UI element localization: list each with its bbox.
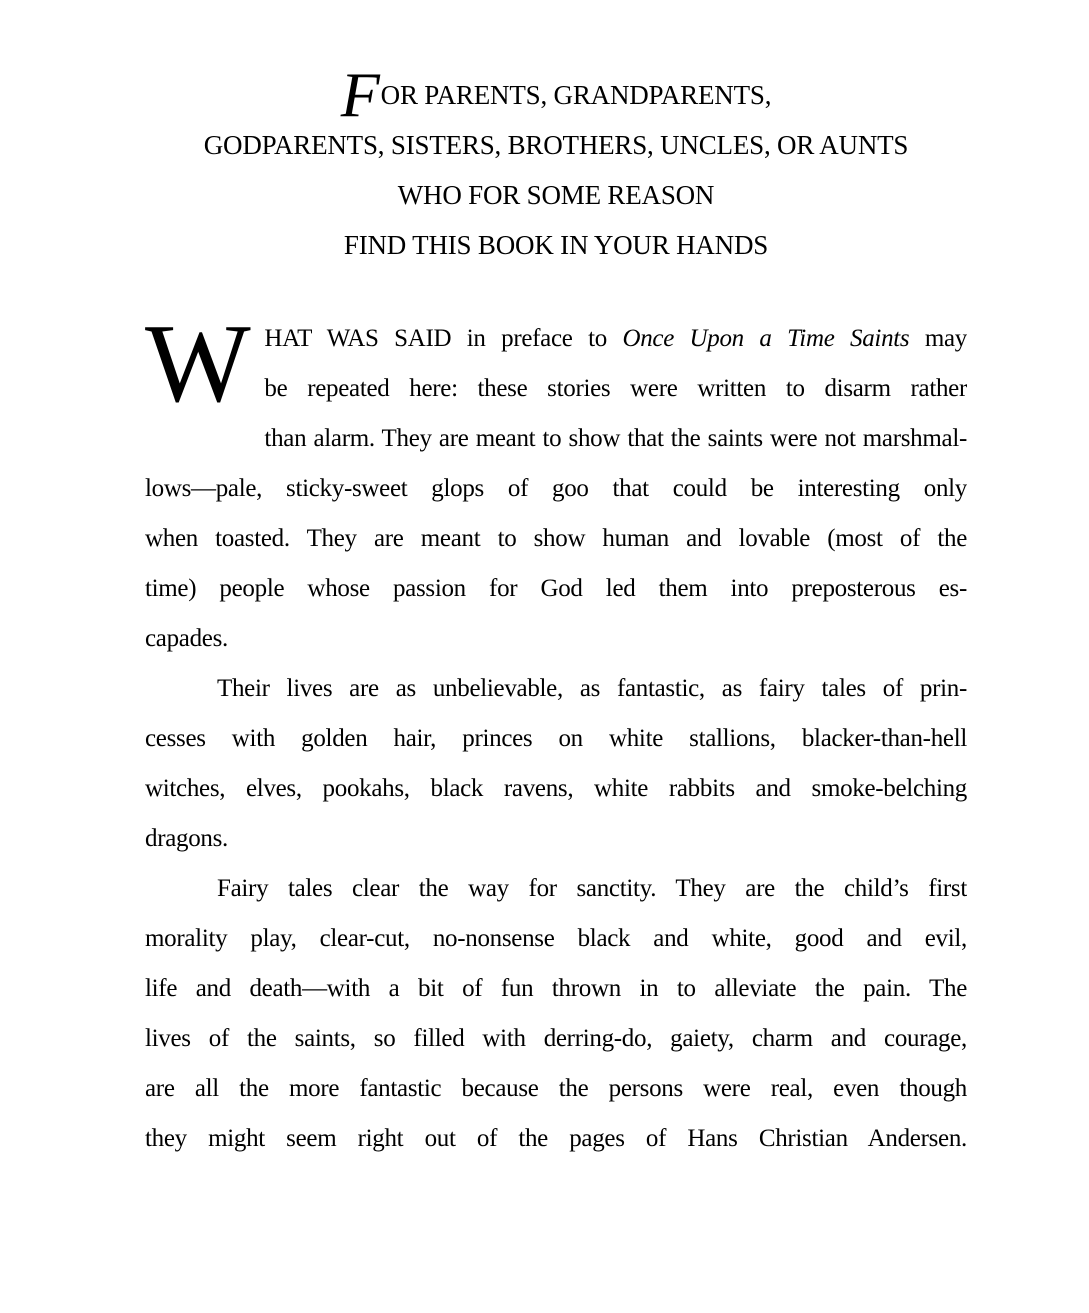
text-segment: Fairy tales clear the way for sanctity. They are the child’s first bbox=[217, 875, 967, 902]
text-line bbox=[264, 314, 967, 364]
text-line bbox=[145, 1114, 967, 1164]
text-segment: be repeated here: these stories were written to disarm rather bbox=[264, 375, 967, 402]
dedication-line-1-text: OR PARENTS, GRANDPARENTS, bbox=[380, 80, 772, 110]
text-segment: lows—pale, sticky-sweet glops of goo that could be interesting only bbox=[145, 475, 967, 502]
page-content bbox=[145, 59, 967, 1164]
text-segment: when toasted. They are meant to show human and lovable (most of the bbox=[145, 525, 967, 552]
dedication-heading bbox=[145, 59, 967, 270]
text-line bbox=[145, 764, 967, 814]
text-segment: dragons. bbox=[145, 825, 229, 852]
paragraph bbox=[145, 864, 967, 1164]
text-line bbox=[145, 814, 967, 864]
text-line bbox=[145, 964, 967, 1014]
text-segment: witches, elves, pookahs, black ravens, white rabbits and smoke-belching bbox=[145, 775, 967, 802]
text-segment: cesses with golden hair, princes on white stallions, blacker-than-hell bbox=[145, 725, 967, 752]
text-segment: morality play, clear-cut, no-nonsense black and white, good and evil, bbox=[145, 925, 967, 952]
text-line bbox=[145, 664, 967, 714]
text-segment: may bbox=[909, 325, 967, 352]
text-line bbox=[145, 714, 967, 764]
paragraph bbox=[145, 302, 967, 664]
text-line bbox=[264, 414, 967, 464]
text-line bbox=[145, 464, 967, 514]
text-segment: life and death—with a bit of fun thrown in to alleviate the pain. The bbox=[145, 975, 967, 1002]
text-line bbox=[145, 1014, 967, 1064]
text-line bbox=[145, 564, 967, 614]
dedication-line-3: WHO FOR SOME REASON bbox=[397, 180, 715, 210]
dropcap-letter: W bbox=[145, 302, 251, 426]
text-segment: capades. bbox=[145, 625, 228, 652]
text-line bbox=[145, 614, 967, 664]
text-line bbox=[145, 864, 967, 914]
text-line bbox=[145, 514, 967, 564]
text-segment: they might seem right out of the pages of Hans Christian Andersen. bbox=[145, 1125, 967, 1152]
decorative-initial-f: F bbox=[340, 59, 380, 130]
text-segment: than alarm. They are meant to show that the saints were not marshmal- bbox=[264, 425, 967, 452]
text-line bbox=[145, 1064, 967, 1114]
text-segment: are all the more fantastic because the persons were real, even though bbox=[145, 1075, 967, 1102]
dedication-line-2: GODPARENTS, SISTERS, BROTHERS, UNCLES, OR AUNTS bbox=[203, 130, 909, 160]
text-segment: time) people whose passion for God led them into preposterous es- bbox=[145, 575, 967, 602]
dedication-line-4: FIND THIS BOOK IN YOUR HANDS bbox=[343, 230, 769, 260]
body-paragraphs bbox=[145, 302, 967, 1164]
text-line bbox=[145, 914, 967, 964]
dedication-line-1 bbox=[145, 59, 967, 130]
text-segment: lives of the saints, so filled with derring-do, gaiety, charm and courage, bbox=[145, 1025, 967, 1052]
text-segment: HAT WAS SAID in preface to bbox=[264, 325, 623, 352]
text-line bbox=[264, 364, 967, 414]
paragraph bbox=[145, 664, 967, 864]
text-segment: Their lives are as unbelievable, as fantastic, as fairy tales of prin- bbox=[217, 675, 967, 702]
italic-book-title: Once Upon a Time Saints bbox=[622, 325, 910, 352]
